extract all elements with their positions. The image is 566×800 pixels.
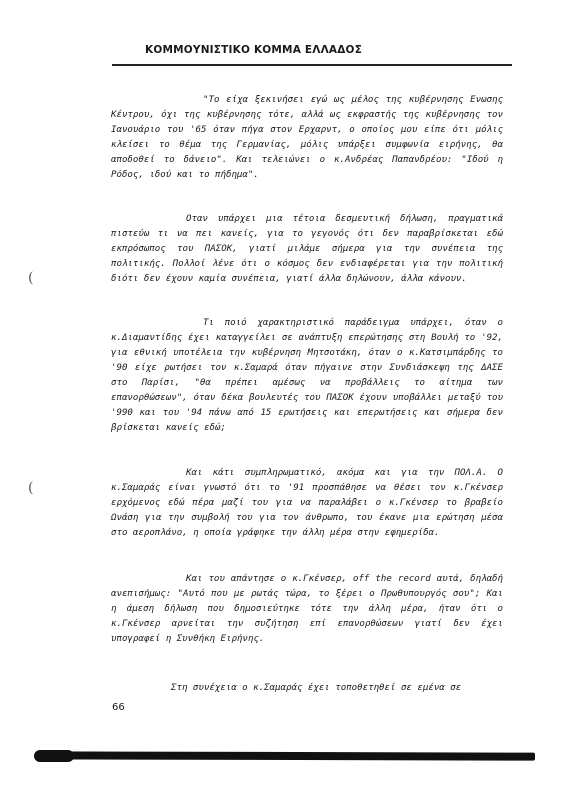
- scan-edge-bar: [40, 751, 535, 760]
- paragraph-6: Στη συνέχεια ο κ.Σαμαράς έχει τοποθετηθεί σε εμένα σε: [171, 683, 462, 693]
- paragraph-3: Τι ποιό χαρακτηριστικό παράδειγμα υπάρχει, όταν ο κ.Διαμαντίδης έχει καταγγείλει σε ανάπτυξη επερώτησης στη Βουλή το '92, για εθνική υποτέλεια την κυβέρνηση Μητσοτάκη, όταν ο κ.Κατσιμπάρδης το '90 είχε ρωτήσει τον κ.Σαμαρά όταν πήγαινε στην Συνδιάσκεψη της ΔΑΣΕ στο Παρίσι, "θα πρέπει αμέσως να προβάλλεις το αίτημα των επανορθώσεων", όταν δέκα βουλευτές του ΠΑΣΟΚ έχουν υποβάλλει μεταξύ του '990 και του '94 πάνω από 15 ερωτήσεις και επερωτήσεις και σήμερα δεν βρίσκεται κανείς εδώ;: [111, 318, 503, 433]
- paragraph-2: Οταν υπάρχει μια τέτοια δεσμευτική δήλωση, πραγματικά πιστεύω τι να πει κανείς, για το γεγονός ότι δεν παραβρίσκεται εδώ εκπρόσωπος του ΠΑΣΟΚ, γιατί μιλάμε σήμερα για την συνέπεια της πολιτικής. Πολλοί λένε ότι ο κόσμος δεν ενδιαφέρεται για την πολιτική διότι δεν έχουν καμία συνέπεια, γιατί άλλα δηλώνουν, άλλα κάνουν.: [111, 214, 503, 284]
- paragraph-4: Και κάτι συμπληρωματικό, ακόμα και για την ΠΟΛ.Α. Ο κ.Σαμαράς είναι γνωστό ότι το '91 προσπάθησε να θέσει τον κ.Γκένσερ ερχόμενος εδώ πέρα μαζί του για να παραλάβει ο κ.Γκένσερ το βραβείο Ωνάση για την συμβολή του για τον άνθρωπο, του έκανε μια ερώτηση μέσα στο αεροπλάνο, η οποία γράφηκε την άλλη μέρα στην εφημερίδα.: [111, 468, 503, 538]
- paragraph-5: Και του απάντησε ο κ.Γκένσερ, off the record αυτά, δηλαδή ανεπισήμως: "Αυτό που με ρωτάς τώρα, το ξέρει ο Πρωθυπουργός σου"; Και η άμεση δήλωση που δημοσιεύτηκε τότε την άλλη μέρα, ήταν ότι ο κ.Γκένσερ αρνείται την συζήτηση επί επανορθώσεων γιατί δεν έχει υπογραφεί η Συνθήκη Ειρήνης.: [111, 574, 503, 644]
- header-rule: [112, 64, 512, 66]
- page-header-title: ΚΟΜΜΟΥΝΙΣΤΙΚΟ ΚΟΜΜΑ ΕΛΛΑΔΟΣ: [145, 44, 363, 56]
- margin-mark: (: [28, 480, 34, 496]
- paragraph-1: "Το είχα ξεκινήσει εγώ ως μέλος της κυβέρνησης Ενωσης Κέντρου, όχι της κυβέρνησης τότε, αλλά ως εκφραστής της κυβέρνησης τον Ιανουάριο του '65 όταν πήγα στον Ερχαρντ, ο οποίος μου είπε ότι μόλις κλείσει το θέμα της Γερμανίας, μόλις υπάρξει συμφωνία ειρήνης, θα αποδοθεί το δάνειο". Και τελειώνει ο κ.Ανδρέας Παπανδρέου: "Ιδού η Ρόδος, ιδού και το πήδημα".: [111, 95, 503, 180]
- margin-mark: (: [28, 270, 34, 286]
- page-number: 66: [112, 702, 125, 713]
